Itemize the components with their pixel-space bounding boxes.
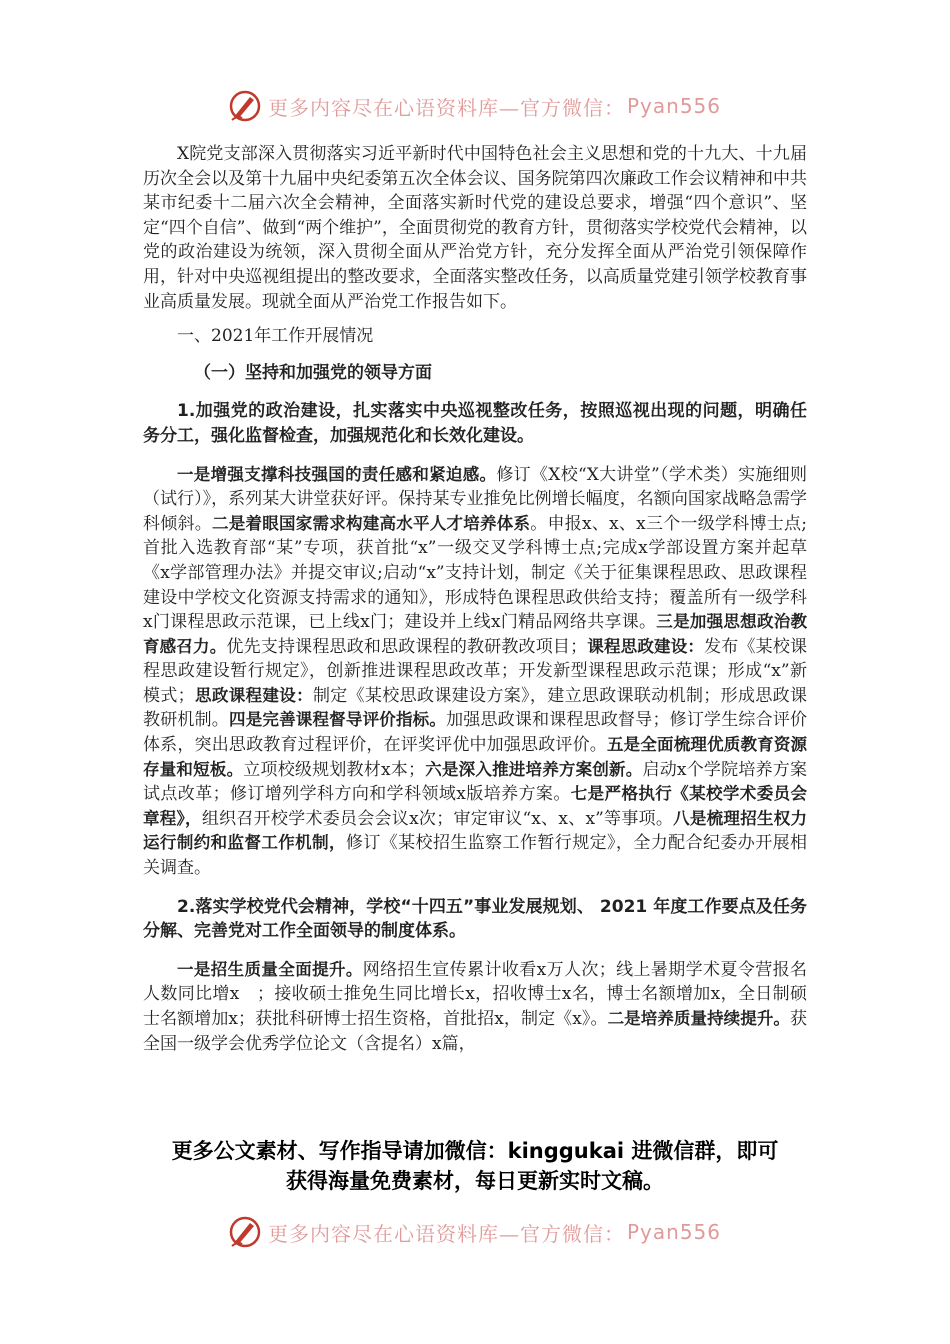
bold-run: 五是全面梳理优质教育资源存量和短板。 xyxy=(143,735,808,779)
pen-logo-icon xyxy=(228,89,262,123)
text-run: 优先支持课程思政和思政课程的教研教改项目； xyxy=(226,636,588,657)
bold-run: 思政课程建设： xyxy=(194,685,313,705)
text-run: 修订《X校“X大讲堂”（学术类）实施细则（试行）》，系列某大讲堂获好评。保持某专业推免比例增长幅度，名额向国家战略急需学科倾斜。 xyxy=(143,464,807,534)
bold-run: 三是加强思想政治教育感召力。 xyxy=(143,612,807,656)
pen-logo-icon xyxy=(228,1215,262,1249)
document-body xyxy=(143,142,807,1056)
subsection-heading-1: （一）坚持和加强党的领导方面 xyxy=(194,362,432,383)
text-run: 发布《某校课程思政建设暂行规定》，创新推进课程思政改革；开发新型课程思政示范课；形成“x”新模式； xyxy=(143,636,808,706)
bold-run: 四是完善课程督导评价指标。 xyxy=(229,710,447,730)
text-run: 修订《某校招生监察工作暂行规定》，全力配合纪委办开展相关调查。 xyxy=(143,833,808,879)
watermark-bottom xyxy=(228,1212,748,1252)
watermark-top xyxy=(228,86,748,126)
intro-paragraph: X院党支部深入贯彻落实习近平新时代中国特色社会主义思想和党的十九大、十九届历次全会以及第十九届中央纪委第五次全体会议、国务院第四次廉政工作会议精神和中共某市纪委十二届六次全会精神，全面落实新时代党的建设总要求，增强“四个意识”、坚定“四个自信”、做到“两个维护”，全面贯彻党的教育方针，贯彻落实学校党代会精神，以党的政治建设为统领，深入贯彻全面从严治党方针，充分发挥全面从严治党引领保障作用，针对中央巡视组提出的整改要求，全面落实整改任务，以高质量党建引领学校教育事业高质量发展。现就全面从严治党工作报告如下。 xyxy=(143,144,807,312)
body-paragraph-2 xyxy=(143,958,807,1056)
section-heading-1: 一、2021年工作开展情况 xyxy=(177,326,374,347)
watermark-text: 更多内容尽在心语资料库—官方微信： xyxy=(268,95,625,120)
bold-run: 七是严格执行《某校学术委员会章程》， xyxy=(143,784,808,828)
watermark-id: Pyan556 xyxy=(627,1220,722,1244)
promo-line-1: 更多公文素材、写作指导请加微信：kinggukai 进微信群，即可 xyxy=(171,1139,779,1163)
bold-run: 六是深入推进培养方案创新。 xyxy=(425,759,643,779)
body-paragraph-1 xyxy=(143,463,807,881)
bold-run: 二是着眼国家需求构建高水平人才培养体系 xyxy=(212,513,531,533)
item-heading-2: 2.落实学校党代会精神，学校“十四五”事业发展规划、 2021 年度工作要点及任务分解、完善党对工作全面领导的制度体系。 xyxy=(143,896,807,942)
text-run: 网络招生宣传累计收看x万人次；线上暑期学术夏令营报名人数同比增x ；接收硕士推免生同比增长x，招收博士x名，博士名额增加x，全日制硕士名额增加x；获批科研博士招生资格，首批招x，制定《x》。 xyxy=(143,959,807,1029)
text-run: 加强思政课和课程思政督导；修订学生综合评价体系，突出思政教育过程评价，在评奖评优中加强思政评价。 xyxy=(143,710,808,756)
promo-line-2: 获得海量免费素材，每日更新实时文稿。 xyxy=(286,1169,664,1193)
watermark-text: 更多内容尽在心语资料库—官方微信： xyxy=(268,1221,625,1246)
text-run: 立项校级规划教材x本； xyxy=(243,759,425,780)
item-heading-1: 1.加强党的政治建设，扎实落实中央巡视整改任务，按照巡视出现的问题，明确任务分工，强化监督检查，加强规范化和长效化建设。 xyxy=(143,401,807,446)
text-run: 。申报x、x、x三个一级学科博士点;首批入选教育部“某”专项，获首批“x”一级交叉学科博士点;完成x学部设置方案并起草《x学部管理办法》并提交审议;启动“x”支持计划，制定《关于征集课程思政、思政课程建设中学校文化资源支持需求的通知》，形成特色课程思政供给支持；覆盖所有一级学科x门课程思政示范课，已上线x门；建设并上线x门精品网络共享课。 xyxy=(143,513,807,633)
promo-banner xyxy=(0,1136,950,1196)
watermark-id: Pyan556 xyxy=(627,94,722,118)
text-run: 组织召开校学术委员会会议x次；审定审议“x、x、x”等事项。 xyxy=(201,808,674,829)
bold-run: 八是梳理招生权力运行制约和监督工作机制， xyxy=(143,808,808,853)
bold-run: 一是增强支撑科技强国的责任感和紧迫感。 xyxy=(177,464,497,484)
text-run: 获全国一级学会优秀学位论文（含提名）x篇， xyxy=(143,1009,808,1054)
bold-run: 一是招生质量全面提升。 xyxy=(177,959,363,979)
text-run: 制定《某校思政课建设方案》，建立思政课联动机制；形成思政课教研机制。 xyxy=(143,685,808,731)
bold-run: 课程思政建设： xyxy=(587,636,705,656)
bold-run: 二是培养质量持续提升。 xyxy=(607,1009,791,1028)
text-run: 启动x个学院培养方案试点改革；修订增列学科方向和学科领域x版培养方案。 xyxy=(143,759,807,805)
